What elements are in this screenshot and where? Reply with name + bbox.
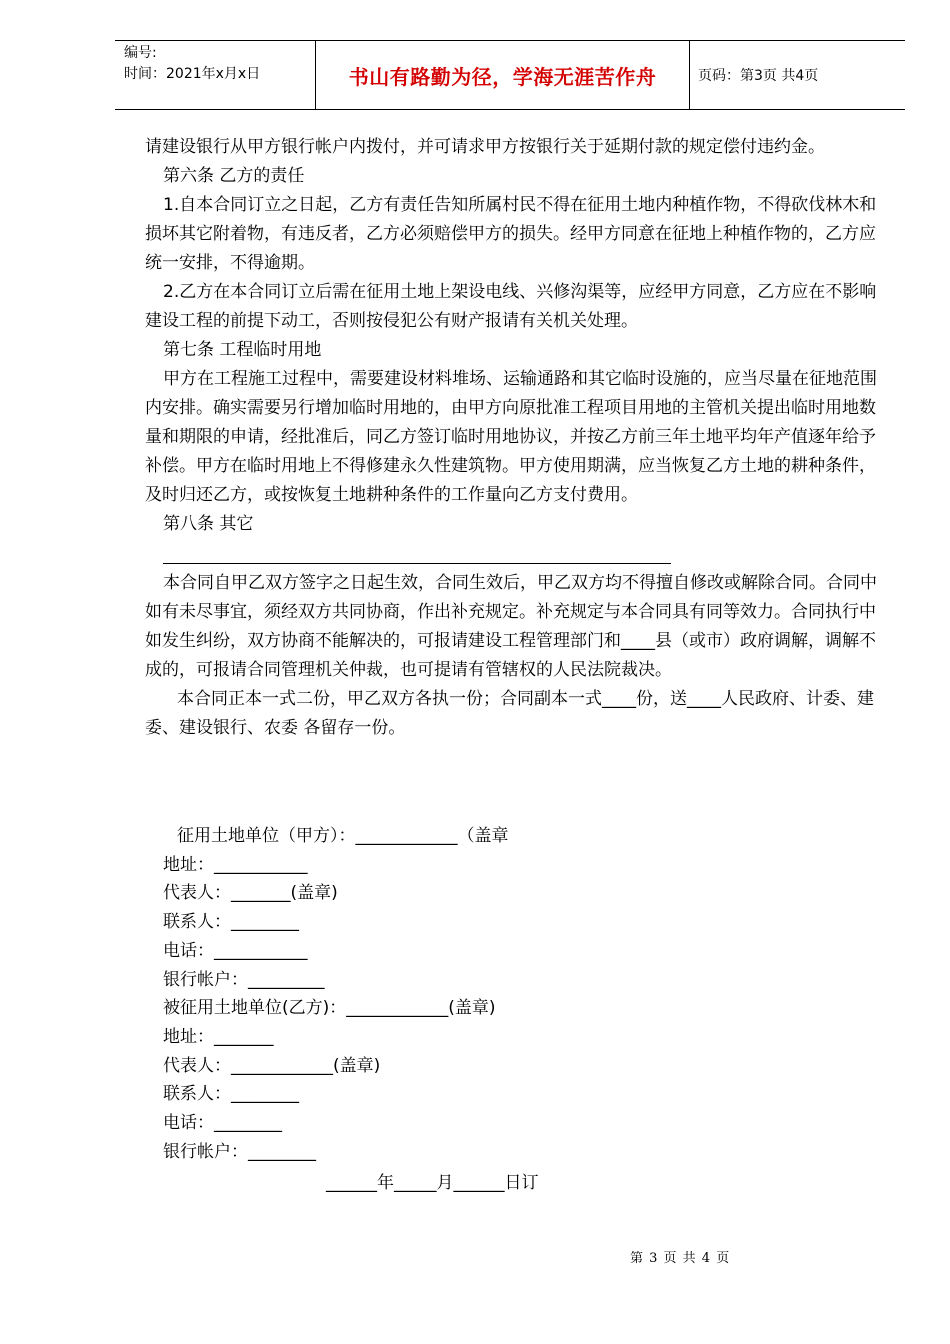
- paragraph: 本合同自甲乙双方签字之日起生效，合同生效后，甲乙双方均不得擅自修改或解除合同。合同中如有未尽事宜，须经双方共同协商，作出补充规定。补充规定与本合同具有同等效力。合同执行中如发生纠纷，双方协商不能解决的，可报请建设工程管理部门和____县（或市）政府调解，调解不成的，可报请合同管理机关仲裁，也可提请有管辖权的人民法院裁决。: [145, 573, 877, 680]
- paragraph: 本合同正本一式二份，甲乙双方各执一份；合同副本一式____份，送____人民政府、计委、建委、建设银行、农委 各留存一份。: [145, 689, 874, 738]
- party-a-bank: 银行帐户：_________: [163, 969, 325, 990]
- party-a-phone: 电话：___________: [163, 940, 308, 961]
- party-b-address: 地址：_______: [163, 1026, 274, 1047]
- header-motto: 书山有路勤为径，学海无涯苦作舟: [316, 41, 690, 109]
- paragraph: 甲方在工程施工过程中，需要建设材料堆场、运输通路和其它临时设施的，应当尽量在征地范围内安排。确实需要另行增加临时用地的，由甲方向原批准工程项目用地的主管机关提出临时用地数量和期限的申请，经批准后，同乙方签订临时用地协议，并按乙方前三年土地平均年产值逐年给予补偿。甲方在临时用地上不得修建永久性建筑物。甲方使用期满，应当恢复乙方土地的耕种条件，及时归还乙方，或按恢复土地耕种条件的工作量向乙方支付费用。: [145, 369, 877, 505]
- party-b-phone: 电话：________: [163, 1113, 282, 1134]
- party-a-contact: 联系人：________: [163, 912, 299, 933]
- header-meta: [115, 41, 316, 109]
- party-b-contact: 联系人：________: [163, 1084, 299, 1105]
- paragraph: 请建设银行从甲方银行帐户内拨付，并可请求甲方按银行关于延期付款的规定偿付违约金。: [145, 137, 825, 157]
- party-b-line: 被征用土地单位(乙方)：____________(盖章): [163, 998, 496, 1019]
- document-body: [145, 133, 880, 743]
- signature-block: [163, 822, 509, 1166]
- time-label: 时间：2021年x月x日: [124, 66, 261, 82]
- signing-date: ______年_____月______日订: [326, 1173, 539, 1193]
- article-6-title: 第六条 乙方的责任: [163, 166, 305, 186]
- header-page-info: 页码：第3页 共4页: [698, 68, 819, 84]
- party-a-address: 地址：___________: [163, 854, 308, 875]
- number-label: 编号:: [124, 45, 157, 61]
- party-a-representative: 代表人：_______(盖章): [163, 883, 338, 904]
- party-b-representative: 代表人：____________(盖章): [163, 1055, 381, 1076]
- page-footer: 第 3 页 共 4 页: [630, 1251, 731, 1266]
- article-7-title: 第七条 工程临时用地: [163, 340, 322, 360]
- blank-line: [163, 539, 671, 564]
- article-8-title: 第八条 其它: [163, 514, 254, 534]
- party-a-line: 征用土地单位（甲方）：____________（盖章: [177, 826, 509, 846]
- party-b-bank: 银行帐户：________: [163, 1141, 316, 1162]
- page-header: [115, 40, 905, 110]
- paragraph: 2.乙方在本合同订立后需在征用土地上架设电线、兴修沟渠等，应经甲方同意，乙方应在不影响建设工程的前提下动工，否则按侵犯公有财产报请有关机关处理。: [145, 282, 877, 331]
- paragraph: 1.自本合同订立之日起，乙方有责任告知所属村民不得在征用土地内种植作物，不得砍伐林木和损坏其它附着物，有违反者，乙方必须赔偿甲方的损失。经甲方同意在征地上种植作物的，乙方应统一安排，不得逾期。: [145, 195, 877, 273]
